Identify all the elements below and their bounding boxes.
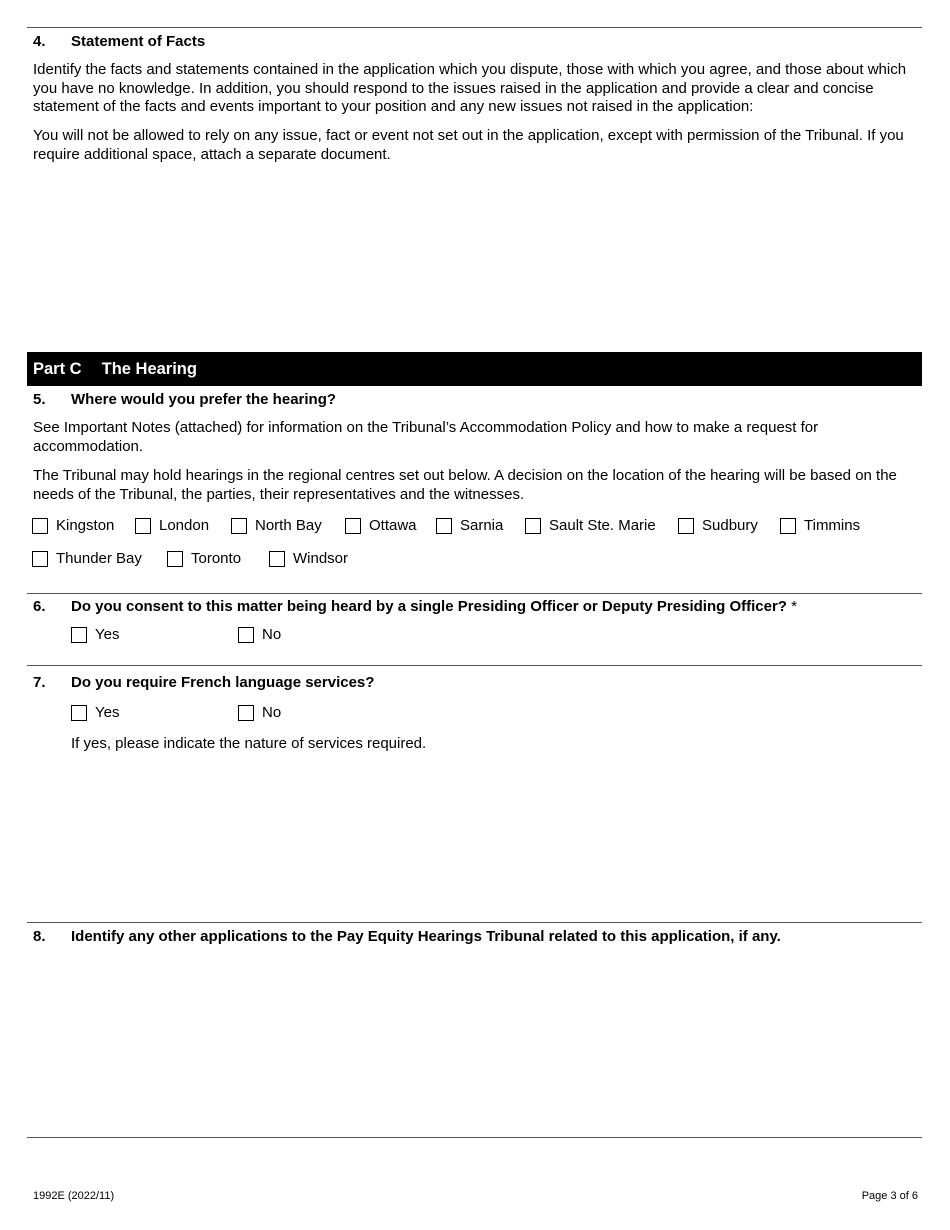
page-number: Page 3 of 6 [861, 1190, 918, 1202]
part-c-header [27, 352, 922, 386]
top-divider [27, 27, 922, 28]
location-option-toronto[interactable] [167, 550, 241, 567]
consent-yes-option[interactable] [71, 626, 119, 643]
location-label: Toronto [191, 550, 242, 567]
section-6-number: 6. [33, 598, 46, 615]
section-7-number: 7. [33, 674, 46, 691]
section-6-question: Do you consent to this matter being heard by a single Presiding Officer or Deputy Presiding Officer? [71, 598, 787, 615]
location-option-sarnia[interactable] [436, 517, 503, 534]
sudbury-checkbox[interactable] [678, 518, 694, 534]
part-c-title: The Hearing [101, 359, 197, 378]
location-label: Thunder Bay [56, 550, 142, 567]
part-c-label: Part C [33, 359, 82, 378]
location-option-ottawa[interactable] [345, 517, 417, 534]
statement-of-facts-field[interactable] [27, 170, 922, 340]
location-label: Sudbury [702, 517, 758, 534]
consent-no-checkbox[interactable] [238, 627, 254, 643]
section-5-number: 5. [33, 391, 46, 408]
french-yes-option[interactable] [71, 704, 119, 721]
location-option-sault-ste-marie[interactable] [525, 517, 656, 534]
location-label: Sault Ste. Marie [549, 517, 656, 534]
location-option-london[interactable] [135, 517, 209, 534]
location-label: North Bay [255, 517, 322, 534]
other-applications-field[interactable] [27, 955, 922, 1130]
location-option-kingston[interactable] [32, 517, 114, 534]
thunder-bay-checkbox[interactable] [32, 551, 48, 567]
required-asterisk: * [791, 598, 797, 615]
section-5-accommodation-note: See Important Notes (attached) for information on the Tribunal’s Accommodation Policy and how to make a request for accommodation. [33, 419, 819, 455]
section-8-question: Identify any other applications to the Pay Equity Hearings Tribunal related to this application, if any. [71, 928, 781, 945]
section-4-title: Statement of Facts [71, 33, 206, 50]
location-option-north-bay[interactable] [231, 517, 322, 534]
french-services-note: If yes, please indicate the nature of services required. [71, 735, 427, 752]
section-7-question: Do you require French language services? [71, 674, 375, 691]
section-8-number: 8. [33, 928, 46, 945]
windsor-checkbox[interactable] [269, 551, 285, 567]
bottom-divider [27, 1137, 922, 1138]
section-6-question-line [71, 598, 797, 615]
section-4-note: You will not be allowed to rely on any issue, fact or event not set out in the application, except with permission of the Tribunal. If you require additional space, attach a separate document. [33, 127, 904, 163]
timmins-checkbox[interactable] [780, 518, 796, 534]
consent-yes-checkbox[interactable] [71, 627, 87, 643]
section-4-number: 4. [33, 33, 46, 50]
french-services-field[interactable] [71, 760, 921, 910]
kingston-checkbox[interactable] [32, 518, 48, 534]
north-bay-checkbox[interactable] [231, 518, 247, 534]
section-5-regional-centres-note: The Tribunal may hold hearings in the regional centres set out below. A decision on the location of the hearing will be based on the needs of the Tribunal, the parties, their representatives and the witnesses. [33, 467, 897, 503]
french-no-option[interactable] [238, 704, 281, 721]
location-option-windsor[interactable] [269, 550, 348, 567]
toronto-checkbox[interactable] [167, 551, 183, 567]
section-7-divider [27, 665, 922, 666]
location-label: Timmins [804, 517, 861, 534]
location-label: Ottawa [369, 517, 417, 534]
sault-ste-marie-checkbox[interactable] [525, 518, 541, 534]
section-5-question: Where would you prefer the hearing? [71, 391, 337, 408]
location-label: Kingston [56, 517, 115, 534]
form-code: 1992E (2022/11) [33, 1190, 115, 1202]
location-label: Sarnia [460, 517, 504, 534]
french-yes-label: Yes [95, 704, 120, 721]
consent-no-label: No [262, 626, 282, 643]
location-label: London [159, 517, 210, 534]
ottawa-checkbox[interactable] [345, 518, 361, 534]
consent-no-option[interactable] [238, 626, 281, 643]
section-6-divider [27, 593, 922, 594]
section-8-divider [27, 922, 922, 923]
consent-yes-label: Yes [95, 626, 120, 643]
location-option-timmins[interactable] [780, 517, 860, 534]
london-checkbox[interactable] [135, 518, 151, 534]
sarnia-checkbox[interactable] [436, 518, 452, 534]
location-option-thunder-bay[interactable] [32, 550, 142, 567]
location-label: Windsor [293, 550, 349, 567]
french-yes-checkbox[interactable] [71, 705, 87, 721]
section-4-instructions: Identify the facts and statements contained in the application which you dispute, those with which you agree, and those about which you have no knowledge. In addition, you should respond to the issues raised in the application and provide a clear and concise statement of the facts and events important to your position and any new issues not raised in the application: [33, 61, 907, 115]
french-no-checkbox[interactable] [238, 705, 254, 721]
location-option-sudbury[interactable] [678, 517, 758, 534]
french-no-label: No [262, 704, 282, 721]
